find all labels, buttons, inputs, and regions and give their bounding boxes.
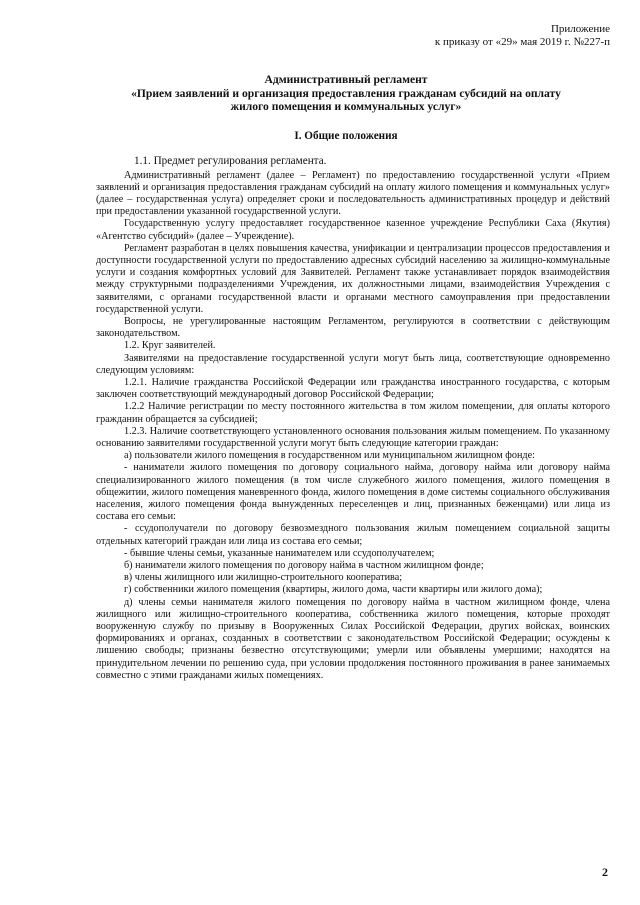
paragraph: Вопросы, не урегулированные настоящим Регламентом, регулируются в соответствии с действующим законодательством. — [96, 315, 610, 340]
list-item: а) пользователи жилого помещения в государственном или муниципальном жилищном фонде: — [124, 450, 535, 462]
paragraph: Регламент разработан в целях повышения качества, унификации и централизации процессов предоставления и доступности государственной услуги по предоставлению адресных субсидий населению за жилищно-коммунальные услуги и создания комфортных условий для Заявителей. Регламент также устанавливает порядок взаимодействия между структурными подразделениями Учреждения, их должностными лицами, взаимодействия Учреждения с заявителями, с органами государственной власти и органами местного самоуправления при предоставлении государственной услуги. — [96, 242, 610, 315]
paragraph-1-2: 1.2. Круг заявителей. — [124, 340, 216, 352]
title-line-3: жилого помещения и коммунальных услуг» — [230, 100, 462, 113]
annex-order-reference: к приказу от «29» мая 2019 г. №227-п — [434, 36, 610, 48]
document-body — [96, 155, 610, 682]
annex-label: Приложение — [550, 23, 610, 35]
list-item: - ссудополучатели по договору безвозмездного пользования жилым помещением социальной защиты отдельных категорий граждан или лица из состава его семьи; — [96, 523, 610, 547]
list-item: б) наниматели жилого помещения по договору найма в частном жилищном фонде; — [124, 560, 484, 571]
list-item: - бывшие члены семьи, указанные нанимателем или ссудополучателем; — [124, 547, 435, 559]
list-item: г) собственники жилого помещения (квартиры, жилого дома, части квартиры или жилого дома); — [124, 584, 543, 596]
paragraph-1-2-3: 1.2.3. Наличие соответствующего установленного основания пользования жилым помещением. По указанному основанию заявителями государственной услуги могут быть следующие категории граждан: — [96, 425, 610, 449]
paragraph: Заявителями на предоставление государственной услуги могут быть лица, соответствующие одновременно следующим условиям: — [96, 352, 610, 376]
section-title: I. Общие положения — [294, 130, 398, 142]
paragraph: Государственную услугу предоставляет государственное казенное учреждение Республики Саха (Якутия) «Агентство субсидий» (далее – Учреждение). — [96, 218, 610, 242]
paragraph: Административный регламент (далее – Регламент) по предоставлению государственной услуги «Прием заявлений и организация предоставления гражданам субсидий на оплату жилого помещения и коммунальных услуг» (далее – государственная услуга) определяет сроки и последовательность административных процедур и действий при предоставлении указанной государственной услуги. — [96, 169, 610, 218]
annex-header — [435, 23, 610, 49]
title-line-1: Административный регламент — [264, 73, 428, 86]
list-item: д) члены семьи нанимателя жилого помещения по договору найма в частном жилищном фонде, члена жилищного или жилищно-строительного кооператива, собственника жилого помещения, которые проходят вооруженную службу по призыву в Вооруженных Силах Российской Федерации, других войсках, воинских формированиях и органах, созданных в соответствии с законодательством Российской Федерации; осуждены к лишению свободы; признаны безвестно отсутствующими; умерли или объявлены умершими; находятся на принудительном лечении по решению суда, при условии продолжения постоянного проживания в ранее занимаемых совместно с этими гражданами жилых помещениях. — [96, 596, 610, 681]
page-number: 2 — [602, 865, 608, 879]
title-line-2: «Прием заявлений и организация предоставления гражданам субсидий на оплату — [131, 86, 561, 100]
list-item: в) члены жилищного или жилищно-строительного кооператива; — [124, 572, 403, 584]
document-title — [96, 73, 596, 114]
list-item: - наниматели жилого помещения по договору социального найма, договору найма или договору найма специализированного жилого помещения (в том числе служебного жилого помещения, жилого помещения в общежитии, жилого помещения маневренного фонда, жилого помещения в доме системы социального обслуживания населения, жилого помещения фонда вынужденных переселенцев и лиц, признанных беженцами) или лица из состава его семьи: — [96, 462, 610, 523]
paragraph-1-1: 1.1. Предмет регулирования регламента. — [134, 155, 327, 167]
paragraph-1-2-2: 1.2.2 Наличие регистрации по месту постоянного жительства в том жилом помещении, для оплаты которого гражданин обращается за субсидией; — [96, 401, 610, 425]
paragraph-1-2-1: 1.2.1. Наличие гражданства Российской Федерации или гражданства иностранного государства, с которым заключен соответствующий международный договор Российской Федерации; — [96, 376, 610, 401]
